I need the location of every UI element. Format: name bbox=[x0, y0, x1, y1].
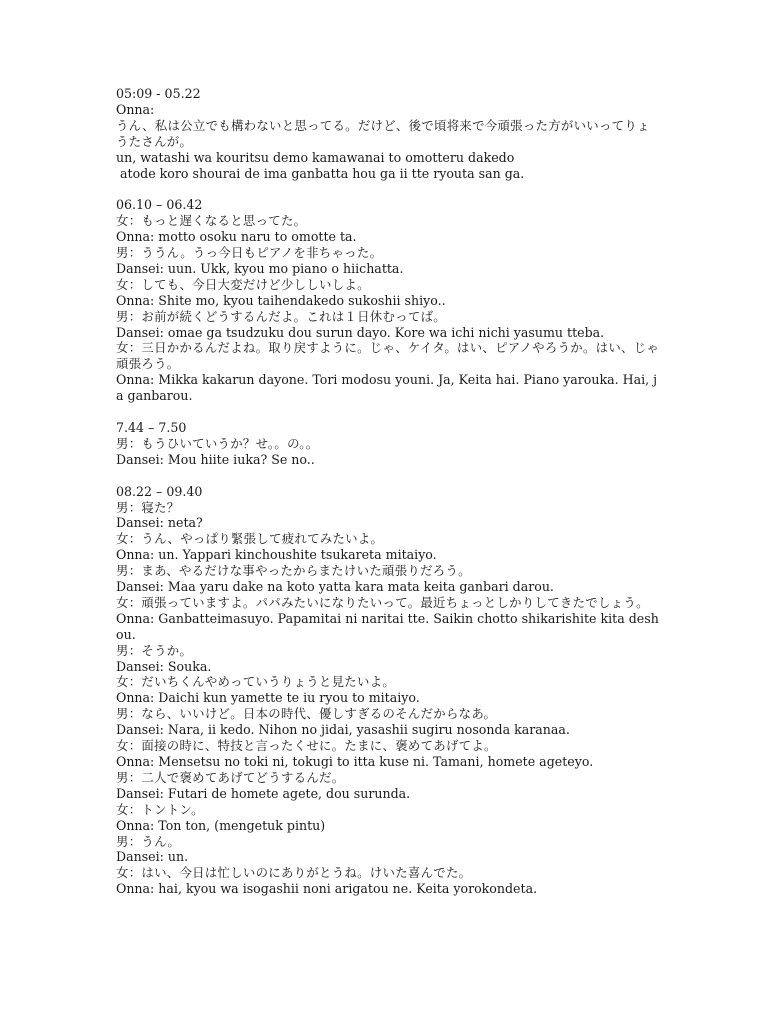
transcript-line: 男：二人で褒めてあげてどうするんだ。 bbox=[116, 769, 345, 785]
transcript-line: 女：頑張っていますよ。パパみたいになりたいって。最近ちょっとしかりしてきたでしょう。 bbox=[116, 594, 649, 610]
transcript-line: Dansei: Futari de homete agete, dou surunda. bbox=[116, 785, 411, 801]
transcript-line: 男：なら、いいけど。日本の時代、優しすぎるのそんだからなあ。 bbox=[116, 706, 497, 722]
transcript-line: 女：だいちくんやめっていうりょうと見たいよ。 bbox=[116, 674, 396, 690]
transcript-line: 女：三日かかるんだよね。取り戻すように。じゃ、ケイタ。はい、ピアノやろうか。はい、じゃ頑張ろう。 bbox=[116, 340, 660, 372]
transcript-line: 女：もっと遅くなると思ってた。 bbox=[116, 213, 307, 229]
transcript-line: 男：うん。 bbox=[116, 833, 181, 849]
transcript-line: Dansei: neta? bbox=[116, 515, 203, 531]
transcript-line: Dansei: uun. Ukk, kyou mo piano o hiichatta. bbox=[116, 260, 404, 276]
transcript-line: Onna: Daichi kun yamette te iu ryou to mitaiyo. bbox=[116, 690, 420, 706]
transcript-line: Dansei: Maa yaru dake na koto yatta kara mata keita ganbari darou. bbox=[116, 579, 554, 595]
transcript-line: Onna: hai, kyou wa isogashii noni arigatou ne. Keita yorokondeta. bbox=[116, 881, 538, 897]
transcript-document bbox=[116, 86, 661, 913]
transcript-line: うん、私は公立でも構わないと思ってる。だけど、後で頃将来で今頑張った方がいいってりょうたさんが。 bbox=[116, 117, 650, 149]
transcript-line: Dansei: Nara, ii kedo. Nihon no jidai, yasashii sugiru nosonda karanaa. bbox=[116, 722, 570, 738]
transcript-line: 男：寝た？ bbox=[116, 499, 180, 515]
section-timestamp: 08.22 – 09.40 bbox=[116, 483, 203, 499]
transcript-line: un, watashi wa kouritsu demo kamawanai to omotteru dakedo bbox=[116, 149, 515, 165]
transcript-line: 男：ううん。うっ今日もピアノを非ちゃった。 bbox=[116, 245, 383, 261]
transcript-line: 女：面接の時に、特技と言ったくせに。たまに、褒めてあげてよ。 bbox=[116, 738, 497, 754]
transcript-section bbox=[116, 484, 661, 898]
transcript-line: 女：うん、やっぱり緊張して疲れてみたいよ。 bbox=[116, 531, 384, 547]
transcript-line: 男：もうひいていうか？せ。。の。。 bbox=[116, 435, 319, 451]
transcript-line: 女：しても、今日大変だけど少ししいしよ。 bbox=[116, 276, 370, 292]
transcript-line: Onna: Ton ton, (mengetuk pintu) bbox=[116, 817, 326, 833]
section-timestamp: 05:09 - 05.22 bbox=[116, 86, 201, 101]
transcript-line: Onna: Mikka kakarun dayone. Tori modosu youni. Ja, Keita hai. Piano yarouka. Hai, ja ganbarou. bbox=[116, 372, 658, 404]
transcript-line: Onna: un. Yappari kinchoushite tsukareta mitaiyo. bbox=[116, 547, 437, 563]
section-timestamp: 06.10 – 06.42 bbox=[116, 197, 203, 213]
transcript-section bbox=[116, 420, 661, 468]
transcript-section bbox=[116, 86, 661, 181]
transcript-section bbox=[116, 197, 661, 404]
transcript-line: 女：トントン。 bbox=[116, 801, 204, 817]
transcript-line: atode koro shourai de ima ganbatta hou ga ii tte ryouta san ga. bbox=[116, 165, 525, 181]
transcript-line: Onna: bbox=[116, 101, 155, 117]
transcript-line: Onna: Mensetsu no toki ni, tokugi to itta kuse ni. Tamani, homete ageteyo. bbox=[116, 754, 594, 770]
transcript-line: Dansei: Souka. bbox=[116, 658, 212, 674]
transcript-line: 男：まあ、やるだけな事やったからまたけいた頑張りだろう。 bbox=[116, 563, 471, 579]
transcript-line: Onna: Shite mo, kyou taihendakedo sukoshii shiyo.. bbox=[116, 292, 446, 308]
transcript-line: 女：はい、今日は忙しいのにありがとうね。けいた喜んでた。 bbox=[116, 865, 472, 881]
transcript-line: Dansei: Mou hiite iuka? Se no.. bbox=[116, 451, 315, 467]
transcript-line: Onna: Ganbatteimasuyo. Papamitai ni naritai tte. Saikin chotto shikarishite kita deshou. bbox=[116, 610, 659, 642]
transcript-line: Onna: motto osoku naru to omotte ta. bbox=[116, 229, 357, 245]
transcript-line: Dansei: un. bbox=[116, 849, 189, 865]
transcript-line: 男：お前が続くどうするんだよ。これは１日休むってば。 bbox=[116, 308, 446, 324]
transcript-line: Dansei: omae ga tsudzuku dou surun dayo. Kore wa ichi nichi yasumu tteba. bbox=[116, 324, 605, 340]
section-timestamp: 7.44 – 7.50 bbox=[116, 420, 187, 435]
transcript-line: 男：そうか。 bbox=[116, 642, 193, 658]
